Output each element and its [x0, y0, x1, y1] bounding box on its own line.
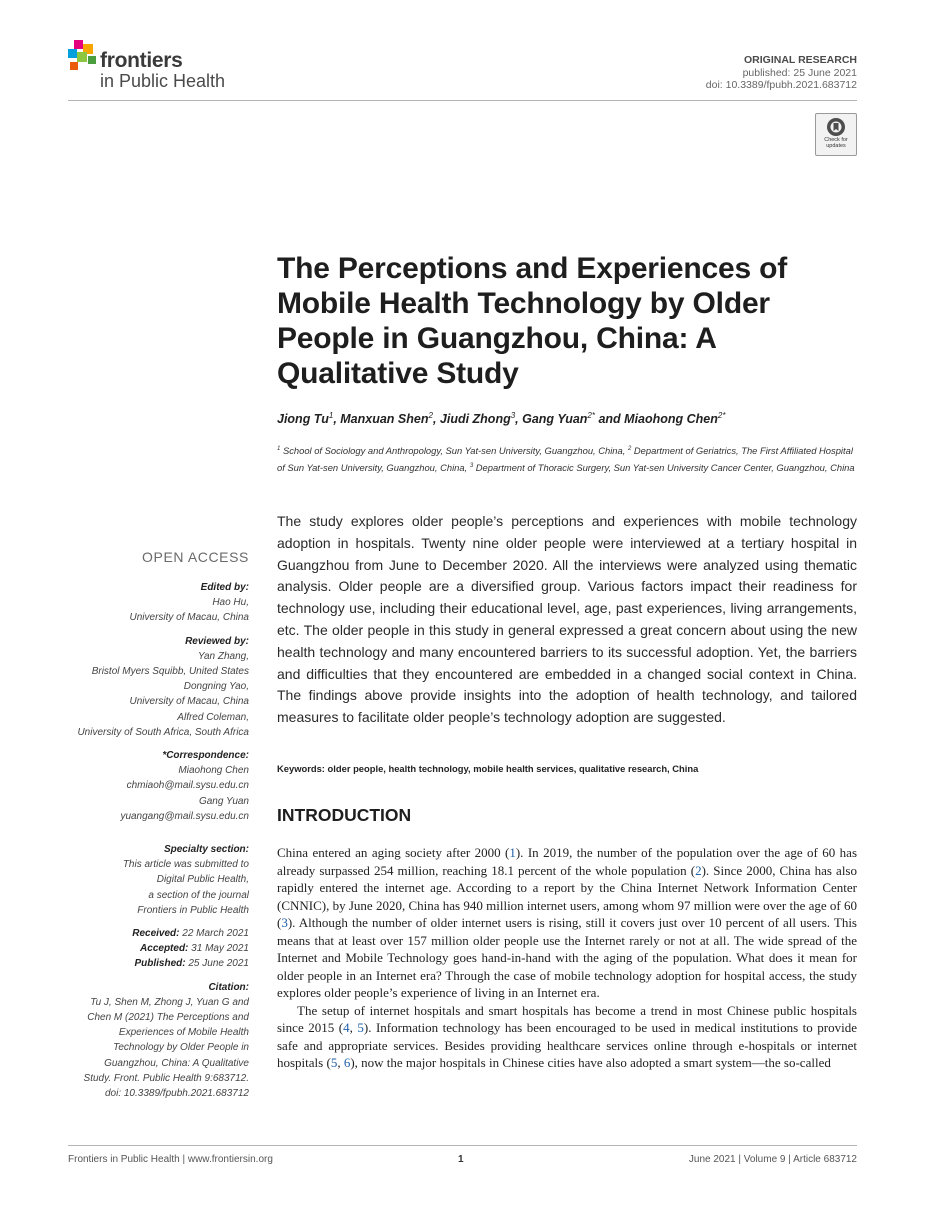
- paragraph-text: China entered an aging society after 2000 (: [277, 845, 510, 860]
- author-name[interactable]: Jiong Tu: [277, 412, 329, 427]
- reference-link[interactable]: 3: [281, 915, 288, 930]
- citation-line: Experiences of Mobile Health: [118, 1027, 249, 1039]
- affiliation-mark: 3: [469, 462, 474, 469]
- specialty-section: [60, 857, 249, 918]
- author-affiliation-mark: 3: [510, 411, 516, 420]
- citation-label: Citation:: [208, 981, 249, 993]
- affiliation-mark: 1: [277, 446, 281, 452]
- citation-line: Guangzhou, China: A Qualitative: [104, 1057, 249, 1069]
- reviewer-line: Bristol Myers Squibb, United States: [91, 666, 249, 678]
- paragraph-text: ). In 2019, the number of the population over the age of 60 has already surpassed 254 million, reaching 18.1 percent of the whole population (: [277, 845, 858, 878]
- citation-line: Study. Front. Public Health 9:683712.: [83, 1072, 249, 1084]
- author-name[interactable]: Jiudi Zhong: [439, 412, 511, 427]
- footer-divider: [68, 1145, 857, 1146]
- edited-by-label: Edited by:: [200, 582, 249, 593]
- correspondence-line[interactable]: chmiaoh@mail.sysu.edu.cn: [126, 780, 249, 792]
- author-name[interactable]: Miaohong Chen: [624, 412, 718, 427]
- specialty-line: Frontiers in Public Health: [137, 904, 249, 916]
- article-meta-header: [706, 54, 857, 91]
- affiliation-text: Department of Thoracic Surgery, Sun Yat-sen University Cancer Center, Guangzhou, China: [473, 461, 855, 473]
- article-type: ORIGINAL RESEARCH: [744, 54, 857, 66]
- published-date-sidebar: Published: 25 June 2021: [134, 958, 249, 970]
- body-paragraph: [277, 1002, 857, 1072]
- paragraph-text: ). Although the number of older internet users is rising, still it covers just over 10 percent of all users. This means that at least over 157 million older people use the Internet rarely or not at all. The wide spread of the Internet and Mobile Technology goes hand-in-hand with the aging of the population. What does it mean for older people in an Internet era? Through the case of mobile technology adoption for hospital access, the study explores older people’s experience of living in an Internet era.: [277, 915, 857, 1000]
- header-divider: [68, 100, 857, 101]
- keywords-label: Keywords:: [277, 763, 325, 774]
- reference-link[interactable]: 5: [330, 1055, 338, 1070]
- reference-link[interactable]: 2: [695, 862, 702, 878]
- author-affiliation-mark: 2: [428, 411, 433, 420]
- journal-name: frontiers: [100, 49, 183, 72]
- reviewer-line: University of South Africa, South Africa: [77, 726, 249, 738]
- reviewer-line: Alfred Coleman,: [177, 711, 249, 723]
- article-title: The Perceptions and Experiences of Mobile Health Technology by Older People in Guangzhou, China: A Qualitative Study: [277, 252, 788, 390]
- reference-link[interactable]: 4: [343, 1020, 350, 1035]
- page-number: 1: [458, 1154, 464, 1165]
- specialty-line: Digital Public Health,: [156, 874, 249, 886]
- affiliation-text: Department of Geriatrics, The First Affiliated Hospital of Sun Yat-sen University, Guangzhou, China,: [277, 445, 853, 473]
- journal-logo[interactable]: [68, 40, 268, 96]
- keywords: [277, 763, 857, 774]
- section-heading-introduction: INTRODUCTION: [277, 805, 412, 825]
- journal-subtitle: in Public Health: [100, 71, 226, 91]
- author-affiliation-mark: 1: [328, 411, 334, 420]
- author-name[interactable]: Manxuan Shen: [340, 412, 429, 427]
- doi[interactable]: doi: 10.3389/fpubh.2021.683712: [705, 79, 857, 91]
- received-date: Received: 22 March 2021: [132, 928, 249, 940]
- reviewer-list: [60, 649, 249, 740]
- paragraph-text: ). Information technology has been encouraged to be used in medical institutions to provide safe and appropriate services. Besides providing healthcare services online through e-hospitals or internet hospitals (: [277, 1020, 857, 1070]
- paragraph-text: ), now the major hospitals in Chinese cities have also adopted a smart system—the so-called: [350, 1055, 831, 1070]
- author-affiliation-mark: 2*: [717, 411, 726, 420]
- check-badge-text: updates: [826, 143, 846, 149]
- accepted-date: Accepted: 31 May 2021: [140, 943, 249, 955]
- specialty-line: a section of the journal: [148, 889, 249, 901]
- specialty-line: This article was submitted to: [122, 859, 249, 871]
- citation-line: doi: 10.3389/fpubh.2021.683712: [104, 1088, 249, 1100]
- frontiers-logo-icon: [68, 40, 100, 74]
- citation-line: Chen M (2021) The Perceptions and: [87, 1012, 249, 1024]
- published-date: published: 25 June 2021: [742, 67, 857, 79]
- correspondence-line[interactable]: yuangang@mail.sysu.edu.cn: [120, 810, 249, 822]
- footer-issue: June 2021 | Volume 9 | Article 683712: [688, 1154, 857, 1165]
- paragraph-text: ,: [337, 1055, 344, 1070]
- reference-link[interactable]: 6: [343, 1055, 351, 1070]
- paragraph-text: The setup of internet hospitals and smart hospitals has become a trend in most Chinese public hospitals since 2015 (: [277, 1002, 857, 1035]
- check-badge-text: Check for: [824, 137, 848, 143]
- citation-line: Tu J, Shen M, Zhong J, Yuan G and: [90, 996, 249, 1008]
- editor-line: Hao Hu,: [212, 597, 249, 609]
- reviewer-line: Dongning Yao,: [183, 681, 249, 693]
- citation-line: Technology by Older People in: [113, 1042, 249, 1054]
- specialty-section-label: Specialty section:: [163, 844, 249, 856]
- editor-list: [60, 595, 249, 625]
- reviewed-by-label: Reviewed by:: [185, 635, 249, 647]
- paragraph-text: ,: [349, 1020, 358, 1035]
- introduction-body: [277, 844, 857, 1072]
- correspondence-label: *Correspondence:: [162, 750, 249, 762]
- body-paragraph: [277, 844, 857, 1002]
- bookmark-ring-icon: [826, 117, 846, 137]
- check-for-updates-button[interactable]: [815, 113, 857, 156]
- reference-link[interactable]: 5: [357, 1020, 364, 1035]
- abstract: The study explores older people’s perceptions and experiences with mobile technology adoption in hospitals. Twenty nine older people were interviewed at a tertiary hospital in Guangzhou from June to December 2020. All the interviews were analyzed using thematic analysis. Older people are a diversified group. Various factors impact their readiness for technology use, including their educational level, age, past experiences, living arrangements, etc. The older people in this study in general expressed a great concern about using the new health technology and many encountered barriers to its successful adoption. Yet, the barriers and difficulties that they encountered are embedded in a changed social context in China. The findings above provide insights into the adoption of health technology, and tailored measures to facilitate older people’s technology adoption are suggested.: [277, 513, 857, 726]
- author-list: Jiong Tu$^1$, Manxuan Shen$^2$, Jiudi Zhong$^3$, Gang Yuan$^{2*}$ and Miaohong Chen$^{2*}$: [277, 411, 726, 427]
- reviewer-line: Yan Zhang,: [198, 650, 249, 662]
- affiliation-mark: 2: [627, 446, 632, 452]
- footer-journal[interactable]: Frontiers in Public Health | www.frontiersin.org: [68, 1154, 273, 1165]
- editor-line: University of Macau, China: [129, 612, 249, 624]
- keywords-text: older people, health technology, mobile health services, qualitative research, China: [327, 763, 699, 774]
- author-affiliation-mark: 2*: [587, 411, 595, 420]
- affiliation-text: School of Sociology and Anthropology, Sun Yat-sen University, Guangzhou, China,: [280, 445, 628, 457]
- article-info-sidebar: [60, 548, 249, 1101]
- reviewer-line: University of Macau, China: [129, 696, 249, 708]
- correspondence-line: Miaohong Chen: [178, 765, 249, 777]
- open-access-label: OPEN ACCESS: [142, 549, 249, 565]
- affiliations: [277, 442, 857, 475]
- paragraph-text: ). Since 2000, China has also rapidly entered the internet age. According to a report by the China Internet Network Information Center (CNNIC), by June 2020, China has 940 million internet users, among whom 97 million were over the age of 60 (: [277, 862, 857, 930]
- author-name[interactable]: Gang Yuan: [522, 412, 588, 427]
- correspondence-list: [60, 763, 249, 824]
- reference-link[interactable]: 1: [509, 845, 516, 860]
- correspondence-line: Gang Yuan: [198, 795, 249, 807]
- citation-text: [60, 995, 249, 1101]
